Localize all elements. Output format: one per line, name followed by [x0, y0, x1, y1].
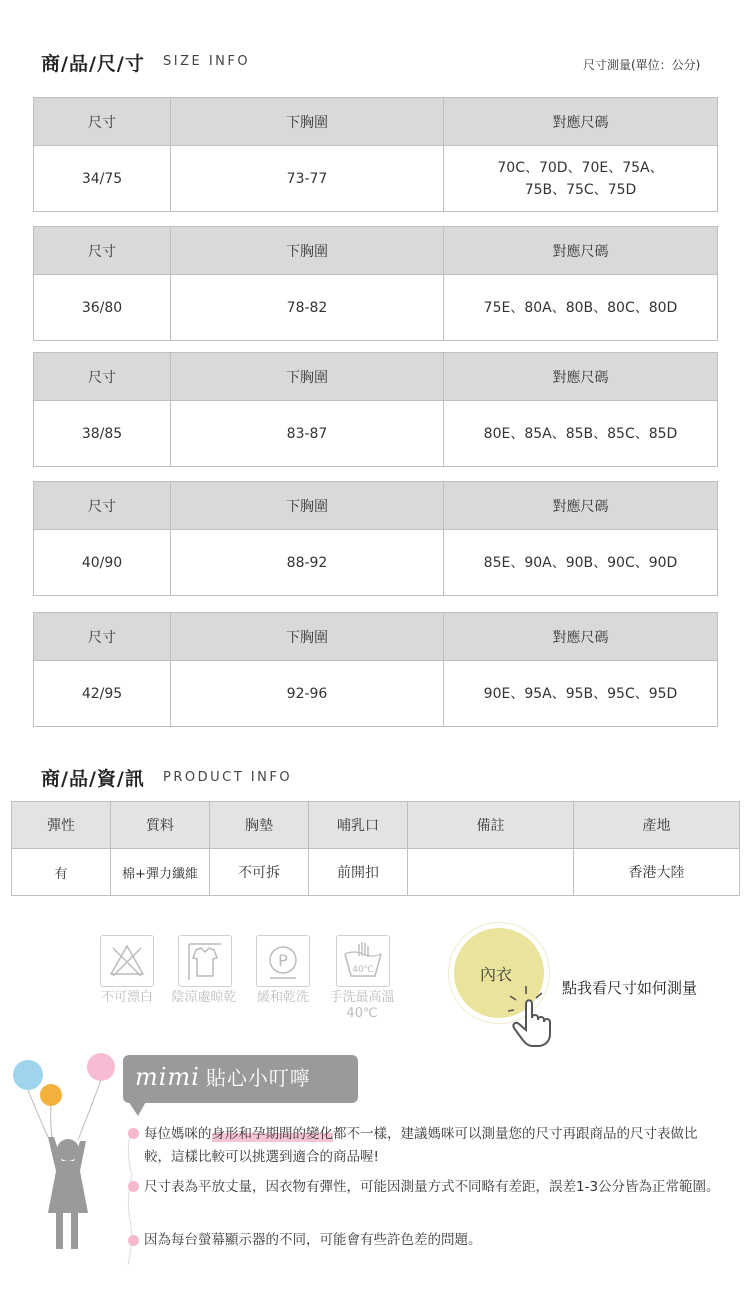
header-cup-sizes: 對應尺碼	[444, 353, 718, 401]
header-size: 尺寸	[34, 353, 171, 401]
size-table-3	[33, 352, 718, 467]
product-info-table	[11, 801, 740, 896]
note-text: 每位媽咪的	[144, 1126, 212, 1142]
tip-note-1	[144, 1123, 724, 1169]
tip-note-3: 因為每台螢幕顯示器的不同，可能會有些許色差的問題。	[144, 1232, 482, 1248]
cup-sizes-value: 80E、85A、85B、85C、85D	[444, 401, 718, 467]
bullet-dot	[128, 1128, 139, 1139]
header-size: 尺寸	[34, 98, 171, 146]
tips-connector	[122, 1125, 142, 1275]
header-underbust: 下胸圍	[171, 353, 444, 401]
header-cup-sizes: 對應尺碼	[444, 98, 718, 146]
tip-note-2: 尺寸表為平放丈量，因衣物有彈性，可能因測量方式不同略有差距，誤差1-3公分皆為正常範圍。	[144, 1179, 720, 1195]
balloon-girl-illustration	[8, 1045, 123, 1264]
tips-heading	[135, 1062, 311, 1091]
care-label-line: 手洗最高溫	[329, 990, 395, 1005]
care-label: 緩和乾洗	[256, 990, 309, 1005]
cup-sizes-value: 75E、80A、80B、80C、80D	[444, 275, 718, 341]
cup-sizes-value: 85E、90A、90B、90C、90D	[444, 530, 718, 596]
care-label-line: 40℃	[346, 1006, 378, 1021]
size-value: 40/90	[34, 530, 171, 596]
header-size: 尺寸	[34, 613, 171, 661]
header-cup-sizes: 對應尺碼	[444, 482, 718, 530]
header-underbust: 下胸圍	[171, 482, 444, 530]
bubble-tail	[126, 1098, 148, 1116]
underbust-value: 88-92	[171, 530, 444, 596]
size-value: 38/85	[34, 401, 171, 467]
hand-wash-temp: 40℃	[352, 965, 374, 975]
remarks-value	[408, 849, 574, 896]
bullet-dot	[128, 1181, 139, 1192]
measure-circle-label[interactable]: 內衣	[480, 965, 513, 984]
bullet-dot	[128, 1235, 139, 1246]
header-cup-sizes: 對應尺碼	[444, 613, 718, 661]
size-table-1	[33, 97, 718, 212]
size-section-title: 商/品/尺/寸	[41, 53, 145, 75]
balloon-orange	[40, 1084, 62, 1106]
size-table-5	[33, 612, 718, 727]
shade-dry-icon	[178, 935, 232, 987]
size-section-subtitle: SIZE INFO	[163, 54, 251, 69]
size-value: 42/95	[34, 661, 171, 727]
nursing-opening-value: 前開扣	[309, 849, 408, 896]
header-remarks: 備註	[408, 802, 574, 849]
unit-note: 尺寸測量(單位：公分)	[583, 58, 701, 72]
product-section-subtitle: PRODUCT INFO	[163, 770, 293, 785]
note-highlight: 身形和孕期間的變化	[211, 1126, 333, 1142]
underbust-value: 78-82	[171, 275, 444, 341]
elasticity-value: 有	[12, 849, 111, 896]
balloon-blue	[13, 1060, 43, 1090]
header-cup-sizes: 對應尺碼	[444, 227, 718, 275]
size-value: 36/80	[34, 275, 171, 341]
header-elasticity: 彈性	[12, 802, 111, 849]
measure-link-text[interactable]: 點我看尺寸如何測量	[562, 979, 698, 997]
size-value: 34/75	[34, 146, 171, 212]
origin-value: 香港大陸	[574, 849, 740, 896]
padding-value: 不可拆	[210, 849, 309, 896]
header-underbust: 下胸圍	[171, 227, 444, 275]
underbust-value: 73-77	[171, 146, 444, 212]
cup-sizes-value: 90E、95A、95B、95C、95D	[444, 661, 718, 727]
cup-sizes-value	[444, 146, 718, 212]
header-padding: 胸墊	[210, 802, 309, 849]
care-label: 不可漂白	[100, 990, 153, 1005]
header-underbust: 下胸圍	[171, 613, 444, 661]
underbust-value: 83-87	[171, 401, 444, 467]
note-text: 都不一樣，建議媽咪可以測量您的尺寸再跟商品的尺寸表做比較，這樣比較可以挑選到適合的商品喔!	[144, 1126, 698, 1165]
gentle-dry-clean-icon	[256, 935, 310, 987]
underbust-value: 92-96	[171, 661, 444, 727]
product-section-title: 商/品/資/訊	[41, 768, 145, 790]
svg-text:P: P	[278, 951, 288, 970]
size-table-2	[33, 226, 718, 341]
header-size: 尺寸	[34, 227, 171, 275]
hand-wash-icon	[336, 935, 390, 987]
care-label: 陰涼處晾乾	[171, 990, 237, 1005]
brand-name: mimi	[135, 1063, 200, 1091]
size-table-4	[33, 481, 718, 596]
no-bleach-icon	[100, 935, 154, 987]
balloon-pink	[87, 1053, 115, 1081]
header-material: 質料	[111, 802, 210, 849]
cup-sizes-line: 75B、75C、75D	[524, 181, 637, 198]
header-size: 尺寸	[34, 482, 171, 530]
header-nursing-opening: 哺乳口	[309, 802, 408, 849]
header-origin: 產地	[574, 802, 740, 849]
care-label	[324, 990, 400, 1022]
cup-sizes-line: 70C、70D、70E、75A、	[497, 159, 664, 176]
header-underbust: 下胸圍	[171, 98, 444, 146]
material-value: 棉+彈力纖維	[111, 849, 210, 896]
tips-title: 貼心小叮嚀	[205, 1066, 311, 1090]
